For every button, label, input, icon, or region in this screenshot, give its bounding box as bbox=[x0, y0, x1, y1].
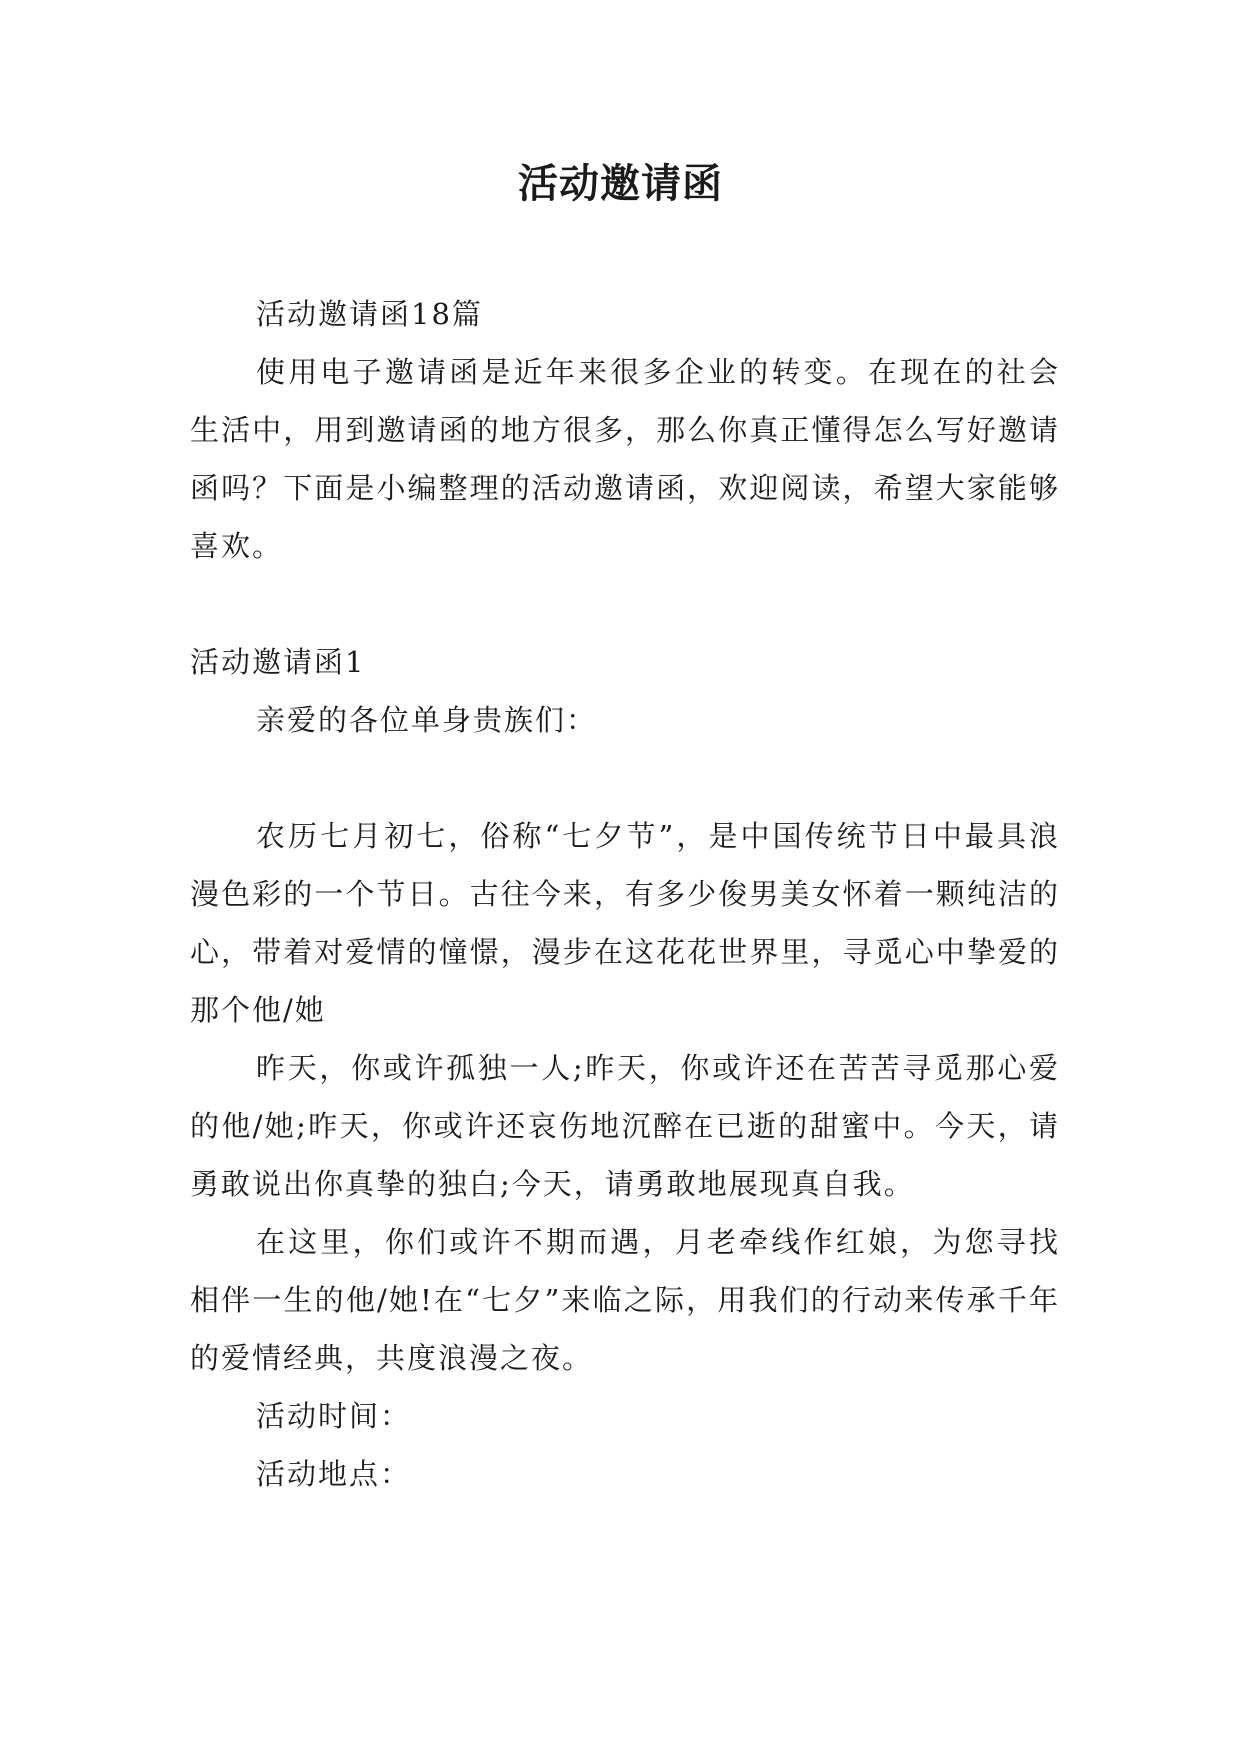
body-paragraph: 农历七月初七，俗称“七夕节”，是中国传统节日中最具浪漫色彩的一个节日。古往今来，有多少俊男美女怀着一颗纯洁的心，带着对爱情的憧憬，漫步在这花花世界里，寻觅心中挚爱的那个他/她 bbox=[190, 819, 1060, 1027]
document-title: 活动邀请函 bbox=[518, 161, 723, 207]
intro-paragraph: 使用电子邀请函是近年来很多企业的转变。在现在的社会生活中，用到邀请函的地方很多，那么你真正懂得怎么写好邀请函吗？下面是小编整理的活动邀请函，欢迎阅读，希望大家能够喜欢。 bbox=[190, 355, 1060, 563]
body-paragraph: 昨天，你或许孤独一人;昨天，你或许还在苦苦寻觅那心爱的他/她;昨天，你或许还哀伤地沉醉在已逝的甜蜜中。今天，请勇敢说出你真挚的独白;今天，请勇敢地展现真自我。 bbox=[190, 1051, 1060, 1201]
activity-location-label: 活动地点： bbox=[256, 1457, 412, 1491]
salutation-line: 亲爱的各位单身贵族们： bbox=[256, 703, 598, 737]
spacer bbox=[190, 575, 1060, 633]
document-body bbox=[190, 285, 1060, 1503]
subtitle-line: 活动邀请函18篇 bbox=[256, 297, 483, 331]
section-heading: 活动邀请函1 bbox=[190, 645, 366, 679]
body-paragraph: 在这里，你们或许不期而遇，月老牵线作红娘，为您寻找相伴一生的他/她!在“七夕”来临之际，用我们的行动来传承千年的爱情经典，共度浪漫之夜。 bbox=[190, 1225, 1060, 1375]
activity-time-label: 活动时间： bbox=[256, 1399, 412, 1433]
spacer bbox=[190, 749, 1060, 807]
